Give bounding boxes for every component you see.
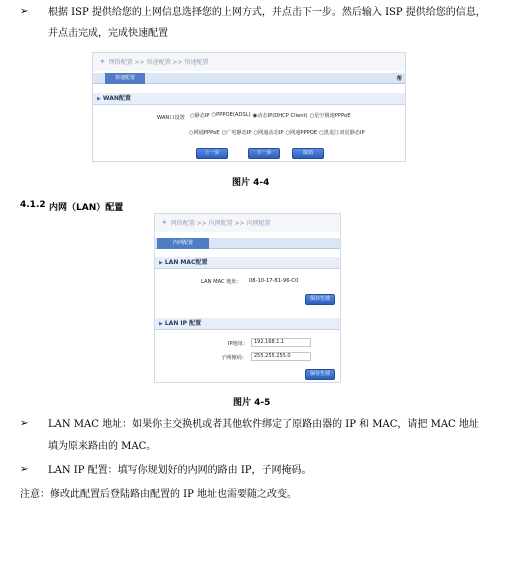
help-label[interactable]: 帮 [396,76,402,82]
lan-config-screenshot [154,213,341,383]
triangle-icon: ▶ [159,321,163,327]
next-step-button[interactable]: 下一步 [248,148,280,159]
tab-bar [93,73,405,84]
wan-option-r2-2[interactable] [254,129,284,136]
breadcrumb: ✦ 网络配置 >> 快速配置 >> 快速配置 [93,53,405,71]
note-text: 注意：修改此配置后登陆路由配置的 IP 地址也需要随之改变。 [20,489,298,500]
lan-mac-value: 08-10-17-81-96-C0 [249,278,299,284]
wan-option-label: 网通PPPOE [290,130,318,136]
lan-mac-label: LAN MAC 地址： [201,279,242,285]
radio-icon[interactable]: ○ [285,130,290,136]
bullet-lan-mac-line-1: LAN MAC 地址：如果你主交换机或者其他软件绑定了原路由器的 IP 和 MAC，请把 MAC 地址 [48,419,479,430]
breadcrumb: ✦ 网络配置 >> 内网配置 >> 内网配置 [155,214,340,232]
section-header-wan: ▶ WAN配置 [93,93,405,105]
intro-line-1: 根据 ISP 提供给您的上网信息选择您的上网方式，并点击下一步。然后输入 ISP 提供给您的信息， [48,7,486,18]
radio-icon[interactable]: ○ [211,112,217,118]
subnet-mask-label: 子网掩码： [221,355,247,361]
triangle-icon: ▶ [97,96,101,102]
radio-icon[interactable]: ○ [190,113,195,119]
quick-config-screenshot [92,52,406,162]
wan-option-r1-2[interactable] [253,112,308,119]
bullet-arrow: ➢ [20,464,29,475]
wan-option-label: 星空极速PPPoE [314,113,351,119]
save-button-mac[interactable]: 保存生效 [305,294,335,305]
subnet-mask-input[interactable]: 255.255.255.0 [251,352,311,361]
wan-option-r2-0[interactable] [189,129,220,136]
radio-icon[interactable]: ○ [253,130,259,136]
wan-option-r2-1[interactable] [222,129,252,136]
triangle-icon: ▶ [159,260,163,266]
wan-option-r1-3[interactable] [310,112,351,119]
tab-quick-config[interactable]: 快速配置 [105,73,145,84]
wan-option-label: 广电静态IP [226,130,252,136]
intro-line-2: 并点击完成，完成快速配置 [48,28,168,39]
wan-option-label: PPPOE(ADSL) [216,112,251,118]
section-header-lan-mac: ▶ LAN MAC配置 [155,257,340,269]
wan-option-label: 黑龙江双星静态IP [323,130,365,136]
bullet-lan-mac-line-2: 填为原来路由的 MAC。 [48,441,157,452]
radio-icon[interactable]: ○ [319,130,324,136]
wan-option-label: 静态IP [194,113,210,119]
radio-icon[interactable]: ○ [189,130,194,136]
radio-icon[interactable]: ○ [221,130,227,136]
radio-icon[interactable]: ◉ [252,113,258,119]
prev-step-button[interactable]: 上一步 [196,148,228,159]
wan-option-label: 动态IP(DHCP Client) [257,113,308,119]
section-title: 内网（LAN）配置 [49,203,124,213]
wan-option-label: 网通PPPoE [193,130,220,136]
ip-address-label: IP地址： [228,341,249,347]
wan-port-label: WAN口设置 [157,115,185,121]
section-header-lan-ip: ▶ LAN IP 配置 [155,318,340,330]
ip-address-input[interactable]: 192.168.1.1 [251,338,311,347]
star-icon: ✦ [161,218,168,227]
save-button-ip[interactable]: 保存生效 [305,369,335,380]
tab-lan-config[interactable]: 内网配置 [157,238,209,249]
wan-option-r1-0[interactable] [190,112,210,119]
wan-option-r2-4[interactable] [319,129,365,136]
wan-option-label: 网通动态IP [258,130,284,136]
figure-caption-4-4: 图片 4-4 [232,178,270,188]
wan-option-r2-3[interactable] [285,129,317,136]
bullet-arrow: ➢ [20,6,29,17]
bullet-arrow: ➢ [20,418,29,429]
cancel-button[interactable]: 取消 [292,148,324,159]
star-icon: ✦ [99,57,106,66]
bullet-lan-ip: LAN IP 配置：填写你规划好的内网的路由 IP，子网掩码。 [48,465,312,476]
radio-icon[interactable]: ○ [309,113,315,119]
tab-bar [155,238,340,249]
wan-option-r1-1[interactable] [212,112,251,118]
figure-caption-4-5: 图片 4-5 [233,398,271,408]
section-number: 4.1.2 [20,200,46,210]
